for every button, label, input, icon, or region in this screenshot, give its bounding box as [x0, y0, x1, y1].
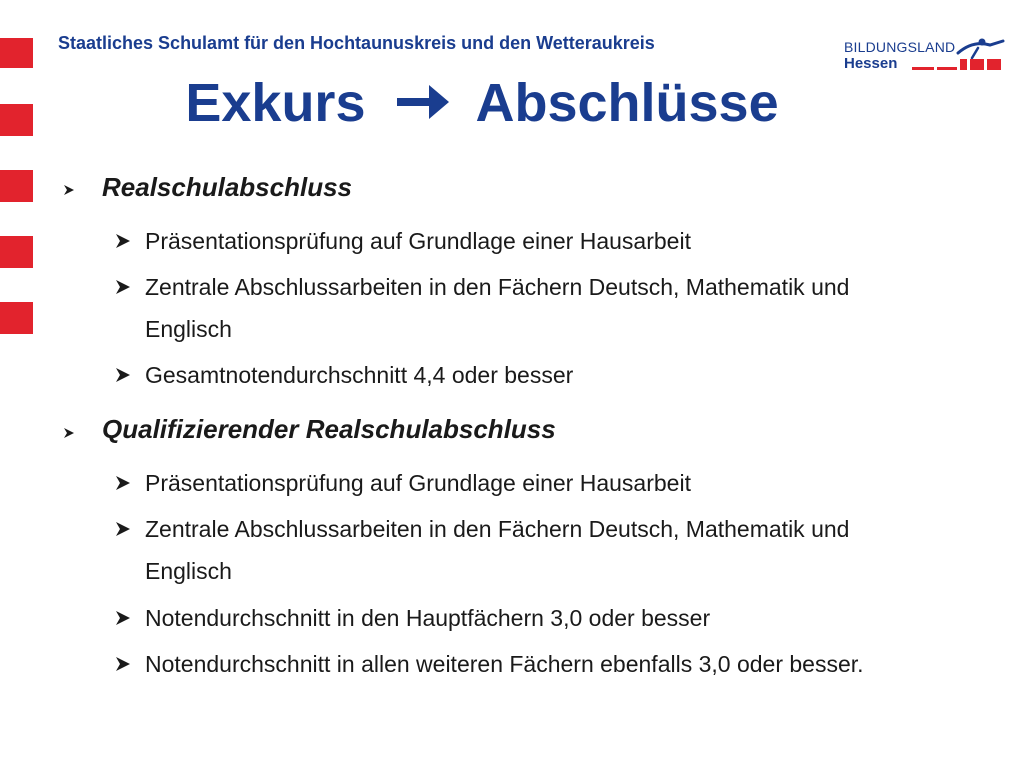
- bullet-arrow-icon: [113, 277, 133, 297]
- list-item: Notendurchschnitt in allen weiteren Fächern ebenfalls 3,0 oder besser.: [145, 651, 864, 677]
- bullet-arrow-icon: [113, 654, 133, 674]
- arrow-right-icon: [391, 79, 453, 125]
- bullet-arrow-icon: [62, 426, 76, 440]
- header-org-name: Staatliches Schulamt für den Hochtaunuskreis und den Wetteraukreis: [58, 33, 655, 53]
- list-item: Zentrale Abschlussarbeiten in den Fächern Deutsch, Mathematik und: [145, 274, 850, 300]
- list-item-continuation: Englisch: [145, 316, 232, 342]
- title-left: Exkurs: [185, 73, 366, 133]
- decor-red-block-1: [0, 38, 33, 68]
- list-item: Präsentationsprüfung auf Grundlage einer Hausarbeit: [145, 228, 691, 254]
- section-heading-qualifizierender-realschulabschluss: Qualifizierender Realschulabschluss: [102, 414, 556, 444]
- logo-figure-icon: [840, 36, 1006, 76]
- list-item: Zentrale Abschlussarbeiten in den Fächern Deutsch, Mathematik und: [145, 516, 850, 542]
- bullet-arrow-icon: [113, 365, 133, 385]
- list-item: Gesamtnotendurchschnitt 4,4 oder besser: [145, 362, 574, 388]
- bullet-arrow-icon: [113, 608, 133, 628]
- list-item-continuation: Englisch: [145, 558, 232, 584]
- bullet-arrow-icon: [62, 183, 76, 197]
- bullet-arrow-icon: [113, 519, 133, 539]
- bildungsland-hessen-logo: [840, 36, 1006, 76]
- section-heading-realschulabschluss: Realschulabschluss: [102, 172, 352, 202]
- decor-red-block-4: [0, 236, 33, 268]
- list-item: Notendurchschnitt in den Hauptfächern 3,0 oder besser: [145, 605, 711, 631]
- title-right: Abschlüsse: [475, 73, 779, 133]
- bullet-arrow-icon: [113, 231, 133, 251]
- decor-red-block-3: [0, 170, 33, 202]
- logo-line2: Hessen: [844, 55, 898, 72]
- logo-line1: BILDUNGSLAND: [844, 39, 956, 55]
- list-item: Präsentationsprüfung auf Grundlage einer Hausarbeit: [145, 470, 691, 496]
- bullet-arrow-icon: [113, 473, 133, 493]
- slide-title: [0, 72, 964, 134]
- decor-red-block-5: [0, 302, 33, 334]
